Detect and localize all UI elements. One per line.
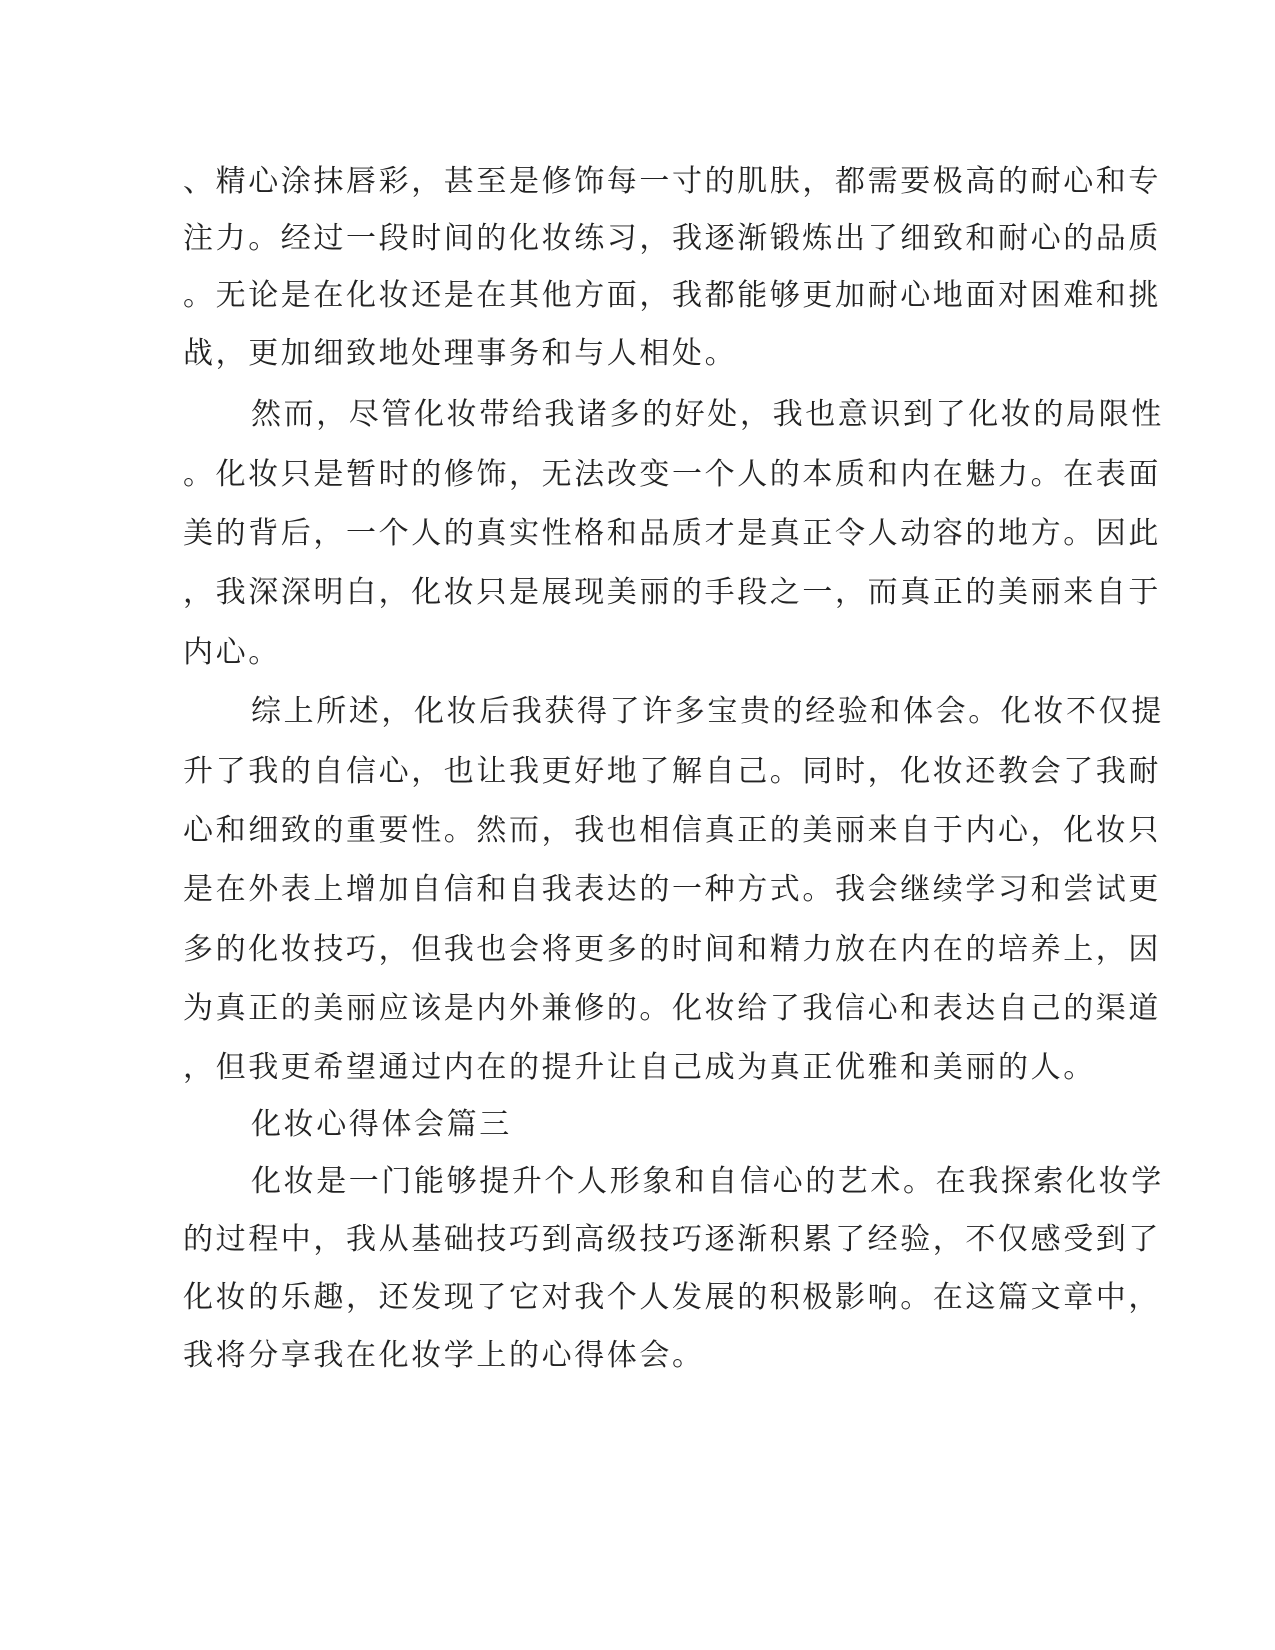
text-line: 。无论是在化妆还是在其他方面，我都能够更加耐心地面对困难和挑 <box>183 278 1161 313</box>
paragraph-first-line: 综上所述，化妆后我获得了许多宝贵的经验和体会。化妆不仅提 <box>251 694 1164 729</box>
text-line: 注力。经过一段时间的化妆练习，我逐渐锻炼出了细致和耐心的品质 <box>183 221 1161 256</box>
text-line: 我将分享我在化妆学上的心得体会。 <box>183 1338 705 1373</box>
text-line: 为真正的美丽应该是内外兼修的。化妆给了我信心和表达自己的渠道 <box>183 991 1161 1026</box>
text-line: 美的背后，一个人的真实性格和品质才是真正令人动容的地方。因此 <box>183 516 1161 551</box>
text-line: 。化妆只是暂时的修饰，无法改变一个人的本质和内在魅力。在表面 <box>183 457 1161 492</box>
text-line: 内心。 <box>183 635 281 670</box>
text-line: ，但我更希望通过内在的提升让自己成为真正优雅和美丽的人。 <box>183 1050 1096 1085</box>
text-line: 战，更加细致地处理事务和与人相处。 <box>183 336 738 371</box>
text-line: 是在外表上增加自信和自我表达的一种方式。我会继续学习和尝试更 <box>183 872 1161 907</box>
text-line: 化妆的乐趣，还发现了它对我个人发展的积极影响。在这篇文章中， <box>183 1280 1161 1315</box>
section-heading: 化妆心得体会篇三 <box>251 1107 512 1142</box>
paragraph-first-line: 然而，尽管化妆带给我诸多的好处，我也意识到了化妆的局限性 <box>251 397 1164 432</box>
paragraph-first-line: 化妆是一门能够提升个人形象和自信心的艺术。在我探索化妆学 <box>251 1164 1164 1199</box>
text-line: 的过程中，我从基础技巧到高级技巧逐渐积累了经验，不仅感受到了 <box>183 1222 1161 1257</box>
text-line: ，我深深明白，化妆只是展现美丽的手段之一，而真正的美丽来自于 <box>183 575 1161 610</box>
text-line: 心和细致的重要性。然而，我也相信真正的美丽来自于内心，化妆只 <box>183 813 1161 848</box>
text-line: 、精心涂抹唇彩，甚至是修饰每一寸的肌肤，都需要极高的耐心和专 <box>183 164 1161 199</box>
text-line: 升了我的自信心，也让我更好地了解自己。同时，化妆还教会了我耐 <box>183 754 1161 789</box>
text-line: 多的化妆技巧，但我也会将更多的时间和精力放在内在的培养上，因 <box>183 932 1161 967</box>
